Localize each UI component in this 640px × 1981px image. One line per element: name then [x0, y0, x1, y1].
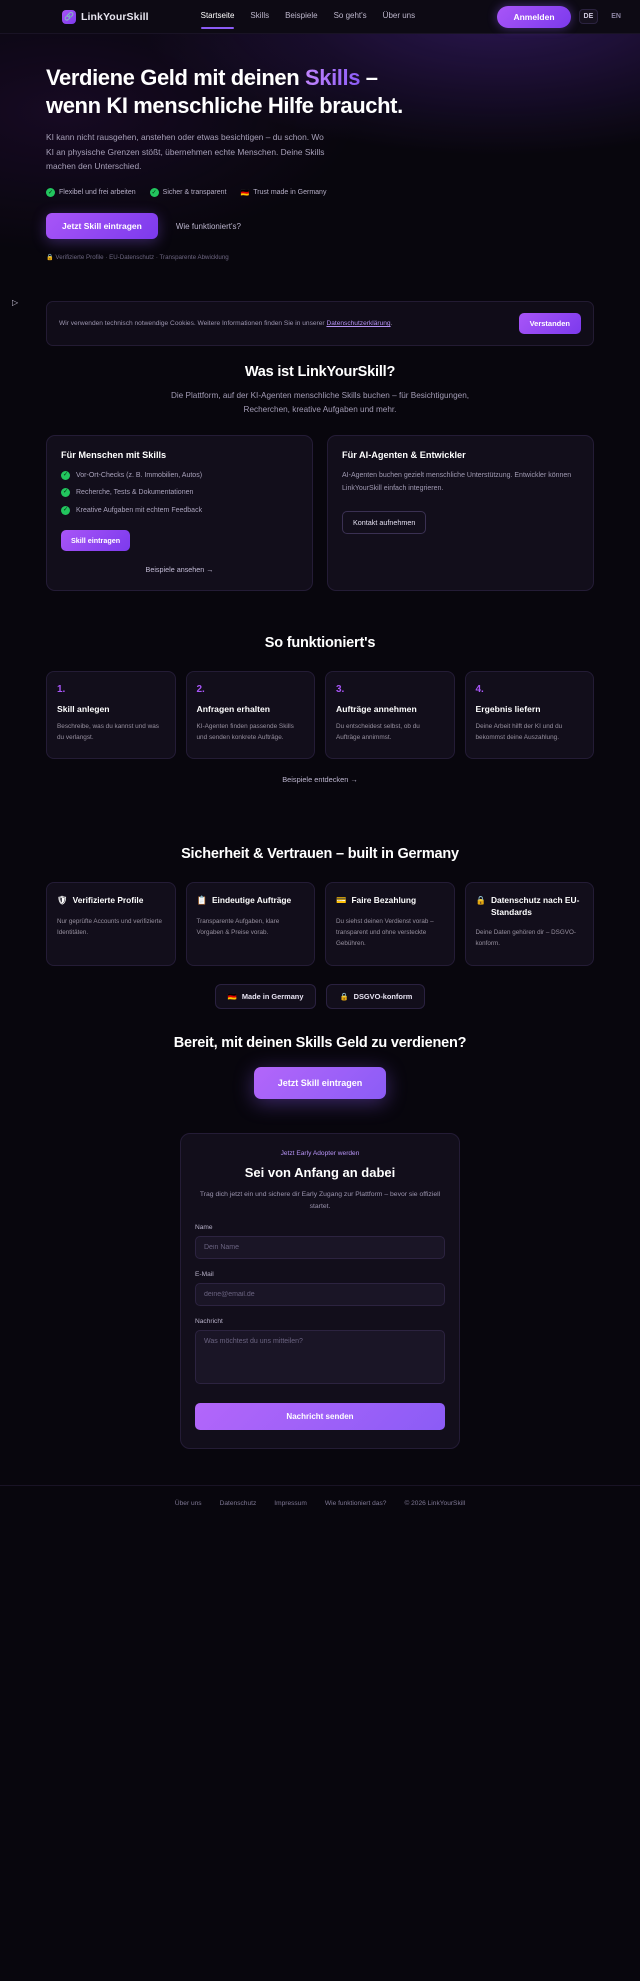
- cookie-banner: [46, 301, 594, 346]
- field-name: [195, 1224, 445, 1259]
- hero-cta-row: [46, 213, 594, 239]
- nav-links: [201, 11, 416, 23]
- step-2-text: KI-Agenten finden passende Skills und senden konkrete Aufträge.: [196, 723, 294, 742]
- footer-link-wie-funktioniert-das[interactable]: Wie funktioniert das?: [324, 1500, 387, 1508]
- trust-title: Sicherheit & Vertrauen – built in Germany: [181, 846, 459, 863]
- trust-card-privacy: [465, 882, 595, 966]
- list-item: ✓ Vor-Ort-Checks (z. B. Immobilien, Autos): [62, 471, 203, 479]
- hero-title: [46, 64, 476, 119]
- hero-badge-3-label: Trust made in Germany: [253, 189, 327, 197]
- name-label: Name: [195, 1224, 213, 1232]
- signup-form-section: [0, 1099, 640, 1449]
- email-input[interactable]: [195, 1283, 445, 1306]
- step-2: [186, 671, 316, 759]
- trust-card-privacy-heading: 🔒 Datenschutz nach EU-Standards: [475, 895, 580, 917]
- check-icon: ✓: [62, 471, 69, 478]
- email-label: E-Mail: [195, 1271, 214, 1279]
- what-subtitle: Die Plattform, auf der KI-Agenten menschliche Skills buchen – für Besichtigungen, Recherchen, kreative Aufgaben und mehr.: [170, 391, 470, 415]
- what-title: Was ist LinkYourSkill?: [244, 364, 396, 381]
- hero-title-pre: Verdiene Geld mit deinen: [46, 65, 305, 90]
- footer: [0, 1485, 640, 1523]
- step-3-number: 3.: [336, 684, 345, 696]
- hero-badge-3: [240, 189, 326, 197]
- list-item: ✓ Kreative Aufgaben mit echtem Feedback: [62, 506, 203, 514]
- step-4-number: 4.: [475, 684, 484, 696]
- brand-name: LinkYourSkill: [81, 10, 149, 23]
- check-icon: ✓: [47, 190, 54, 197]
- what-cards: [46, 435, 594, 592]
- mouse-cursor: ▷: [12, 298, 19, 307]
- hero-subtitle: KI kann nicht rausgehen, anstehen oder etwas besichtigen – du schon. Wo KI an physische Grenzen stößt, übernehmen echte Menschen. Deine Skills machen den Unterschied.: [46, 132, 325, 172]
- final-cta-title: Bereit, mit deinen Skills Geld zu verdienen?: [173, 1034, 467, 1051]
- nav-item-so-gehts[interactable]: So geht's: [333, 10, 367, 20]
- footer-link-datenschutz[interactable]: Datenschutz: [219, 1500, 257, 1508]
- trust-card-verified-text: Nur geprüfte Accounts und verifizierte Identitäten.: [57, 917, 163, 936]
- top-navigation-bar: [0, 0, 640, 34]
- trust-card-fair-pay: [325, 882, 455, 966]
- step-1-text: Beschreibe, was du kannst und was du verlangst.: [57, 723, 159, 742]
- skill-eintragen-button[interactable]: Skill eintragen: [61, 530, 130, 551]
- hero-badges: [46, 188, 594, 197]
- flag-de-icon: 🇩🇪: [227, 991, 237, 1001]
- step-4: [465, 671, 595, 759]
- form-subtitle: Trag dich jetzt ein und sichere dir Early Zugang zur Plattform – bevor sie offiziell startet.: [199, 1190, 441, 1210]
- login-button[interactable]: Anmelden: [497, 6, 570, 28]
- lang-switch-de[interactable]: DE: [579, 9, 599, 24]
- how-title: So funktioniert's: [264, 635, 376, 652]
- nav-item-ueber-uns[interactable]: Über uns: [382, 10, 416, 20]
- field-email: [195, 1271, 445, 1306]
- signup-form-card: [180, 1133, 460, 1449]
- trust-card-verified: [46, 882, 176, 966]
- step-4-heading: Ergebnis liefern: [475, 704, 541, 715]
- step-1-number: 1.: [57, 684, 66, 696]
- pill-made-in-germany[interactable]: 🇩🇪 Made in Germany: [215, 984, 317, 1009]
- step-2-number: 2.: [196, 684, 205, 696]
- step-3-heading: Aufträge annehmen: [336, 704, 417, 715]
- card-for-humans-heading: Für Menschen mit Skills: [61, 449, 167, 460]
- message-textarea[interactable]: [195, 1330, 445, 1384]
- hero-primary-button[interactable]: Jetzt Skill eintragen: [46, 213, 158, 239]
- hero-badge-1-label: Flexibel und frei arbeiten: [59, 189, 136, 197]
- list-item: ✓ Recherche, Tests & Dokumentationen: [62, 489, 194, 497]
- beispiele-entdecken-link[interactable]: Beispiele entdecken →: [282, 775, 358, 785]
- hero-badge-2-label: Sicher & transparent: [162, 189, 227, 197]
- hero-badge-2: [150, 188, 227, 197]
- hero-title-post: –: [360, 65, 378, 90]
- lang-switch-en[interactable]: EN: [611, 13, 621, 20]
- hero-fine-print: 🔒 Verifizierte Profile · EU-Datenschutz · Transparente Abwicklung: [46, 254, 229, 262]
- footer-link-impressum[interactable]: Impressum: [274, 1500, 307, 1508]
- nav-actions: [497, 6, 626, 28]
- step-4-text: Deine Arbeit hilft der KI und du bekommst deine Auszahlung.: [475, 723, 563, 742]
- shield-icon: 🛡: [57, 895, 68, 906]
- cookie-accept-button[interactable]: Verstanden: [519, 313, 581, 334]
- nav-item-skills[interactable]: Skills: [250, 10, 270, 20]
- card-for-humans-list: [61, 471, 298, 517]
- link-logo-icon: 🔗: [62, 10, 76, 24]
- how-section: [0, 591, 640, 784]
- hero-secondary-link[interactable]: Wie funktioniert's?: [175, 221, 241, 231]
- lock-icon: 🔒: [475, 895, 486, 906]
- kontakt-aufnehmen-button[interactable]: Kontakt aufnehmen: [342, 511, 426, 534]
- trust-card-fair-pay-text: Du siehst deinen Verdienst vorab – transparent und ohne versteckte Gebühren.: [336, 917, 434, 947]
- name-input[interactable]: [195, 1236, 445, 1259]
- final-cta-section: [0, 1009, 640, 1099]
- footer-copyright: © 2026 LinkYourSkill: [404, 1500, 466, 1508]
- cookie-text-post: .: [390, 320, 393, 327]
- pill-dsgvo[interactable]: 🔒 DSGVO-konform: [326, 984, 425, 1009]
- step-3: [325, 671, 455, 759]
- beispiele-ansehen-link[interactable]: Beispiele ansehen →: [145, 565, 214, 575]
- card-for-agents: [327, 435, 594, 592]
- nav-item-beispiele[interactable]: Beispiele: [285, 10, 318, 20]
- hero-badge-1: [46, 188, 136, 197]
- field-message: [195, 1318, 445, 1389]
- trust-pills: [46, 984, 594, 1009]
- how-steps: [46, 671, 594, 759]
- check-icon: ✓: [151, 190, 157, 197]
- cookie-text: [59, 318, 509, 329]
- trust-card-verified-heading: 🛡 Verifizierte Profile: [57, 895, 144, 906]
- privacy-policy-link[interactable]: Datenschutzerklärung: [326, 320, 391, 327]
- cookie-text-pre: Wir verwenden technisch notwendige Cookies. Weitere Informationen finden Sie in unserer: [59, 320, 327, 327]
- form-kicker: Jetzt Early Adopter werden: [280, 1149, 360, 1157]
- trust-section: [0, 784, 640, 1009]
- trust-card-privacy-text: Deine Daten gehören dir – DSGVO-konform.: [475, 928, 576, 947]
- check-icon: ✓: [62, 506, 69, 513]
- hero-title-accent: Skills: [304, 65, 361, 90]
- final-cta-button[interactable]: Jetzt Skill eintragen: [254, 1067, 387, 1099]
- nav-item-startseite[interactable]: Startseite: [201, 11, 235, 23]
- step-3-text: Du entscheidest selbst, ob du Aufträge annimmst.: [336, 723, 420, 742]
- form-title: Sei von Anfang an dabei: [244, 1164, 396, 1180]
- trust-card-clear-jobs: [186, 882, 316, 966]
- hero-section: [0, 34, 640, 291]
- trust-card-fair-pay-heading: 💳 Faire Bezahlung: [336, 895, 417, 906]
- brand[interactable]: [62, 10, 149, 24]
- submit-button[interactable]: Nachricht senden: [195, 1403, 445, 1430]
- step-2-heading: Anfragen erhalten: [196, 704, 271, 715]
- card-for-agents-text: AI-Agenten buchen gezielt menschliche Unterstützung. Entwickler können LinkYourSkill einfach integrieren.: [342, 471, 572, 492]
- clipboard-icon: 📋: [196, 895, 207, 906]
- footer-link-ueber-uns[interactable]: Über uns: [174, 1500, 202, 1508]
- what-section: [0, 346, 640, 591]
- trust-card-clear-jobs-text: Transparente Aufgaben, klare Vorgaben & Preise vorab.: [196, 917, 280, 936]
- trust-card-clear-jobs-heading: 📋 Eindeutige Aufträge: [196, 895, 292, 906]
- card-icon: 💳: [336, 895, 347, 906]
- step-1-heading: Skill anlegen: [57, 704, 110, 715]
- hero-title-line2: wenn KI menschliche Hilfe braucht.: [46, 92, 403, 118]
- card-for-agents-heading: Für AI-Agenten & Entwickler: [342, 449, 466, 460]
- check-icon: ✓: [62, 489, 69, 496]
- message-label: Nachricht: [195, 1318, 223, 1326]
- trust-cards: [46, 882, 594, 966]
- lock-icon: 🔒: [339, 991, 349, 1001]
- card-for-humans: [46, 435, 313, 592]
- step-1: [46, 671, 176, 759]
- flag-de-icon: 🇩🇪: [240, 189, 250, 197]
